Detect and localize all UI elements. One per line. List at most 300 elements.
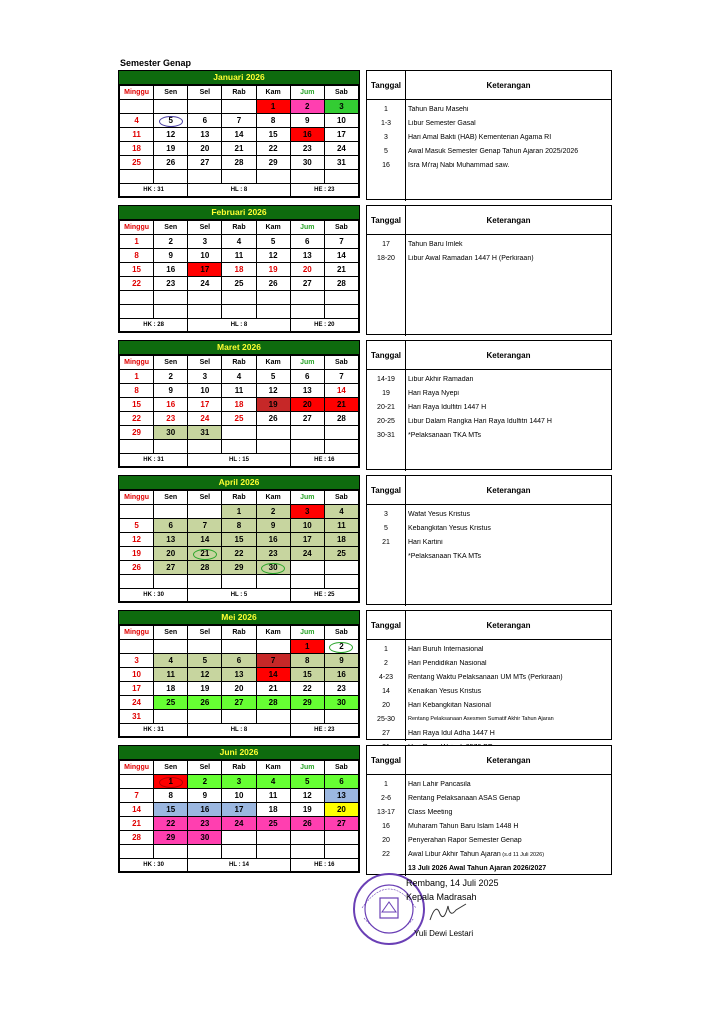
note-row: [367, 521, 611, 535]
note-date: 21: [382, 538, 390, 546]
footer-hl: HL : 15: [188, 454, 290, 467]
note-text: Libur Dalam Rangka Hari Raya Idulfitri 1447 H: [408, 417, 552, 425]
day-cell: 18: [154, 682, 188, 696]
day-cell: [188, 845, 222, 859]
day-cell: 15: [256, 128, 290, 142]
note-text: *Pelaksanaan TKA MTs: [408, 552, 482, 560]
day-cell: 31: [188, 426, 222, 440]
note-row: [367, 400, 611, 414]
day-cell: 28: [222, 156, 256, 170]
note-date: 2: [384, 659, 388, 667]
note-date: 5: [384, 147, 388, 155]
day-cell: 5: [188, 654, 222, 668]
day-cell: [222, 170, 256, 184]
day-cell: 27: [290, 277, 324, 291]
weekday-header: Minggu: [120, 626, 154, 640]
note-date: 16: [382, 822, 390, 830]
day-cell: 9: [256, 519, 290, 533]
footer-he: HE : 23: [290, 724, 358, 737]
day-cell: [154, 170, 188, 184]
day-cell: [290, 845, 324, 859]
day-cell: [324, 845, 358, 859]
note-text: Libur Awal Ramadan 1447 H (Perkiraan): [408, 254, 534, 262]
keterangan-header: Keterangan: [486, 755, 531, 765]
day-cell: 5: [120, 519, 154, 533]
day-circle-marker: 1: [159, 777, 183, 788]
day-cell: 17: [324, 128, 358, 142]
day-cell: [120, 170, 154, 184]
weekday-header: Rab: [222, 221, 256, 235]
day-cell: [324, 170, 358, 184]
calendar-0: [118, 70, 360, 198]
day-cell: 8: [222, 519, 256, 533]
footer-hk: HK : 31: [120, 724, 188, 737]
keterangan-header: Keterangan: [486, 80, 531, 90]
day-cell: 19: [256, 263, 290, 277]
day-cell: [290, 575, 324, 589]
tanggal-header: Tanggal: [367, 746, 406, 774]
note-row: [367, 158, 611, 172]
day-cell: 24: [188, 277, 222, 291]
note-text: *Pelaksanaan TKA MTs: [408, 431, 482, 439]
weekday-header: Sab: [324, 626, 358, 640]
day-cell: [222, 426, 256, 440]
day-cell: 28: [256, 696, 290, 710]
day-cell: 4: [222, 235, 256, 249]
day-cell: 17: [120, 682, 154, 696]
weekday-header: Sen: [154, 86, 188, 100]
month-title: Januari 2026: [119, 71, 359, 85]
day-cell: [188, 440, 222, 454]
day-cell: 6: [324, 775, 358, 789]
day-cell: 20: [290, 263, 324, 277]
day-cell: 22: [290, 682, 324, 696]
note-date: 27: [382, 729, 390, 737]
note-row: [367, 847, 611, 861]
footer-he: HE : 23: [290, 184, 358, 197]
day-cell: 8: [120, 249, 154, 263]
day-cell: 4: [154, 654, 188, 668]
day-cell: [154, 291, 188, 305]
day-cell: 14: [256, 668, 290, 682]
weekday-header: Kam: [256, 626, 290, 640]
day-cell: 22: [120, 412, 154, 426]
weekday-header: Jum: [290, 491, 324, 505]
day-cell: 1: [120, 370, 154, 384]
weekday-header: Minggu: [120, 761, 154, 775]
note-text: Isra Mi'raj Nabi Muhammad saw.: [408, 161, 510, 169]
note-date: 1-3: [380, 119, 392, 127]
note-date: 19: [382, 389, 390, 397]
day-cell: [256, 291, 290, 305]
calendar-1: [118, 205, 360, 333]
day-cell: 30: [324, 696, 358, 710]
weekday-header: Jum: [290, 86, 324, 100]
day-cell: 11: [222, 384, 256, 398]
day-cell: 7: [324, 235, 358, 249]
weekday-header: Minggu: [120, 221, 154, 235]
keterangan-box-1: [366, 205, 612, 335]
day-cell: [120, 505, 154, 519]
day-cell: 28: [188, 561, 222, 575]
day-cell: [222, 845, 256, 859]
day-cell: 28: [324, 412, 358, 426]
keterangan-box-3: [366, 475, 612, 605]
day-cell: [324, 426, 358, 440]
weekday-header: Sel: [188, 761, 222, 775]
day-cell: 20: [290, 398, 324, 412]
day-cell: [290, 291, 324, 305]
day-cell: 2: [154, 370, 188, 384]
weekday-header: Sab: [324, 356, 358, 370]
day-cell: 12: [120, 533, 154, 547]
day-cell: 15: [120, 398, 154, 412]
day-cell: 23: [154, 277, 188, 291]
day-cell: [222, 640, 256, 654]
note-row: [367, 777, 611, 791]
day-cell: 12: [256, 249, 290, 263]
day-cell: 10: [222, 789, 256, 803]
day-cell: 6: [188, 114, 222, 128]
note-row: [367, 549, 611, 563]
day-cell: 12: [154, 128, 188, 142]
note-date: 20-21: [377, 403, 395, 411]
note-text: Hari Kebangkitan Nasional: [408, 701, 491, 709]
day-cell: [256, 710, 290, 724]
note-row: [367, 819, 611, 833]
note-row: [367, 386, 611, 400]
note-row: [367, 805, 611, 819]
day-cell: 2: [290, 100, 324, 114]
day-cell: [154, 710, 188, 724]
day-cell: 27: [324, 817, 358, 831]
footer-he: HE : 20: [290, 319, 358, 332]
day-cell: 6: [222, 654, 256, 668]
day-cell: 15: [120, 263, 154, 277]
note-date: 1: [384, 645, 388, 653]
weekday-header: Rab: [222, 761, 256, 775]
weekday-header: Rab: [222, 356, 256, 370]
note-text: Wafat Yesus Kristus: [408, 510, 470, 518]
weekday-header: Jum: [290, 221, 324, 235]
day-cell: 29: [154, 831, 188, 845]
day-cell: 23: [154, 412, 188, 426]
day-cell: [154, 100, 188, 114]
note-row: [367, 372, 611, 386]
weekday-header: Sel: [188, 221, 222, 235]
weekday-header: Sen: [154, 491, 188, 505]
weekday-header: Sen: [154, 221, 188, 235]
day-cell: 1: [120, 235, 154, 249]
day-cell: 7: [120, 789, 154, 803]
day-cell: [256, 575, 290, 589]
day-circle-marker: 2: [329, 642, 353, 653]
day-cell: 9: [154, 249, 188, 263]
note-text: Tahun Baru Masehi: [408, 105, 469, 113]
day-cell: 10: [324, 114, 358, 128]
day-cell: 13: [154, 533, 188, 547]
footer-he: HE : 25: [290, 589, 358, 602]
note-row: [367, 642, 611, 656]
note-date: 20: [382, 836, 390, 844]
day-cell: 27: [188, 156, 222, 170]
day-cell: [120, 291, 154, 305]
keterangan-header: Keterangan: [486, 215, 531, 225]
day-cell: 16: [154, 263, 188, 277]
day-cell: [324, 291, 358, 305]
note-text: Hari Lahir Pancasila: [408, 780, 471, 788]
note-date: 13-17: [377, 808, 395, 816]
day-cell: 18: [256, 803, 290, 817]
calendar-3: [118, 475, 360, 603]
note-row: [367, 414, 611, 428]
day-cell: 8: [120, 384, 154, 398]
day-cell: [256, 845, 290, 859]
weekday-header: Kam: [256, 491, 290, 505]
day-cell: [324, 831, 358, 845]
note-row: [367, 251, 611, 265]
day-cell: 25: [222, 412, 256, 426]
note-row: [367, 535, 611, 549]
day-cell: [324, 640, 358, 654]
weekday-header: Rab: [222, 491, 256, 505]
note-text: 13 Juli 2026 Awal Tahun Ajaran 2026/2027: [408, 864, 547, 872]
day-cell: [256, 831, 290, 845]
day-cell: 24: [290, 547, 324, 561]
note-date: 3: [384, 133, 388, 141]
handwritten-signature: [428, 900, 468, 924]
day-cell: 21: [222, 142, 256, 156]
day-cell: [188, 305, 222, 319]
weekday-header: Kam: [256, 761, 290, 775]
day-cell: 17: [188, 398, 222, 412]
note-row: [367, 791, 611, 805]
note-text: Libur Akhir Ramadan: [408, 375, 474, 383]
day-cell: 13: [222, 668, 256, 682]
day-cell: 26: [256, 277, 290, 291]
day-cell: [154, 305, 188, 319]
weekday-header: Minggu: [120, 356, 154, 370]
day-cell: [290, 170, 324, 184]
day-cell: 29: [290, 696, 324, 710]
day-cell: 11: [120, 128, 154, 142]
day-cell: 17: [290, 533, 324, 547]
day-cell: [324, 710, 358, 724]
day-cell: 3: [222, 775, 256, 789]
day-cell: 7: [222, 114, 256, 128]
day-cell: [290, 831, 324, 845]
weekday-header: Minggu: [120, 491, 154, 505]
note-text: Tahun Baru Imlek: [408, 240, 463, 248]
keterangan-box-5: [366, 745, 612, 875]
month-title: Mei 2026: [119, 611, 359, 625]
weekday-header: Rab: [222, 86, 256, 100]
note-date: 2-6: [380, 794, 392, 802]
day-cell: 13: [290, 384, 324, 398]
day-cell: 11: [324, 519, 358, 533]
day-cell: 15: [222, 533, 256, 547]
day-cell: 11: [154, 668, 188, 682]
day-cell: 18: [222, 398, 256, 412]
day-cell: 6: [154, 519, 188, 533]
note-date: 18-20: [377, 254, 395, 262]
note-row: [367, 102, 611, 116]
day-cell: [120, 575, 154, 589]
day-cell: 12: [188, 668, 222, 682]
day-cell: 22: [154, 817, 188, 831]
tanggal-header: Tanggal: [367, 476, 406, 504]
day-cell: 21: [256, 682, 290, 696]
day-cell: 25: [120, 156, 154, 170]
note-text: Hari Raya Idul Adha 1447 H: [408, 729, 495, 737]
day-cell: [256, 440, 290, 454]
note-date: 1: [384, 105, 388, 113]
day-cell: 24: [120, 696, 154, 710]
day-cell: 27: [154, 561, 188, 575]
weekday-header: Jum: [290, 626, 324, 640]
month-title: April 2026: [119, 476, 359, 490]
day-cell: 19: [256, 398, 290, 412]
keterangan-header: Keterangan: [486, 350, 531, 360]
day-cell: 11: [256, 789, 290, 803]
day-cell: 10: [290, 519, 324, 533]
day-cell: [222, 305, 256, 319]
tanggal-header: Tanggal: [367, 611, 406, 639]
note-text: Rentang Pelaksanaan Asesmen Sumatif Akhir Tahun Ajaran: [408, 716, 554, 722]
weekday-header: Sen: [154, 356, 188, 370]
day-cell: 24: [324, 142, 358, 156]
note-suffix: (s.d 11 Juli 2026): [500, 851, 545, 858]
weekday-header: Sel: [188, 356, 222, 370]
semester-title: Semester Genap: [120, 58, 192, 68]
keterangan-header: Keterangan: [486, 620, 531, 630]
note-date: 5: [384, 524, 388, 532]
day-cell: 10: [188, 249, 222, 263]
day-cell: 2: [256, 505, 290, 519]
day-cell: [188, 575, 222, 589]
day-cell: [120, 440, 154, 454]
day-cell: 5: [256, 370, 290, 384]
day-cell: [120, 775, 154, 789]
day-cell: 16: [256, 533, 290, 547]
footer-hl: HL : 5: [188, 589, 290, 602]
note-text: Muharam Tahun Baru Islam 1448 H: [408, 822, 519, 830]
day-cell: 25: [324, 547, 358, 561]
weekday-header: Sab: [324, 491, 358, 505]
note-text: Hari Buruh Internasional: [408, 645, 484, 653]
note-row: [367, 833, 611, 847]
note-row: [367, 726, 611, 740]
day-cell: [222, 831, 256, 845]
keterangan-box-0: [366, 70, 612, 200]
note-date: 30-31: [377, 431, 395, 439]
day-cell: [324, 575, 358, 589]
keterangan-header: Keterangan: [486, 485, 531, 495]
day-cell: [222, 100, 256, 114]
footer-hk: HK : 30: [120, 589, 188, 602]
footer-he: HE : 16: [290, 859, 358, 872]
weekday-header: Sab: [324, 221, 358, 235]
day-cell: 16: [324, 668, 358, 682]
day-cell: [290, 561, 324, 575]
day-cell: [154, 440, 188, 454]
day-cell: [154, 845, 188, 859]
tanggal-header: Tanggal: [367, 206, 406, 234]
day-cell: 13: [290, 249, 324, 263]
day-cell: 12: [256, 384, 290, 398]
day-cell: [290, 426, 324, 440]
day-cell: 7: [256, 654, 290, 668]
day-cell: 14: [222, 128, 256, 142]
day-cell: 26: [290, 817, 324, 831]
day-cell: 9: [188, 789, 222, 803]
day-cell: 21: [324, 263, 358, 277]
note-date: 14-19: [377, 375, 395, 383]
day-cell: 9: [154, 384, 188, 398]
day-cell: 15: [290, 668, 324, 682]
day-cell: 8: [154, 789, 188, 803]
day-cell: 17: [188, 263, 222, 277]
note-row: [367, 656, 611, 670]
day-cell: [188, 710, 222, 724]
day-cell: 22: [256, 142, 290, 156]
day-cell: [290, 440, 324, 454]
day-cell: 1: [256, 100, 290, 114]
day-cell: [256, 640, 290, 654]
day-cell: 30: [154, 426, 188, 440]
day-cell: 14: [324, 249, 358, 263]
day-cell: 18: [324, 533, 358, 547]
day-cell: 3: [120, 654, 154, 668]
day-cell: 15: [154, 803, 188, 817]
day-cell: 9: [324, 654, 358, 668]
day-cell: 19: [120, 547, 154, 561]
note-text: Kebangkitan Yesus Kristus: [408, 524, 491, 532]
footer-hk: HK : 31: [120, 454, 188, 467]
day-cell: 31: [324, 156, 358, 170]
day-cell: 28: [324, 277, 358, 291]
day-cell: 26: [256, 412, 290, 426]
note-text: Kenaikan Yesus Kristus: [408, 687, 482, 695]
day-cell: 4: [120, 114, 154, 128]
footer-hl: HL : 8: [188, 319, 290, 332]
signature-name: Yuli Dewi Lestari: [414, 929, 474, 938]
weekday-header: Jum: [290, 356, 324, 370]
day-cell: 14: [120, 803, 154, 817]
day-cell: 20: [154, 547, 188, 561]
note-text: Hari Raya Idulfitri 1447 H: [408, 403, 487, 411]
footer-he: HE : 16: [290, 454, 358, 467]
day-cell: 7: [188, 519, 222, 533]
day-cell: [324, 440, 358, 454]
day-cell: 19: [188, 682, 222, 696]
calendar-4: [118, 610, 360, 738]
note-date: 20-25: [377, 417, 395, 425]
day-cell: [222, 440, 256, 454]
day-cell: [154, 775, 188, 789]
day-cell: 2: [154, 235, 188, 249]
day-cell: 30: [290, 156, 324, 170]
day-cell: 9: [290, 114, 324, 128]
day-cell: 3: [324, 100, 358, 114]
day-circle-marker: 30: [261, 563, 285, 574]
note-date: 22: [382, 850, 390, 858]
note-row: [367, 130, 611, 144]
day-cell: 4: [256, 775, 290, 789]
day-cell: [188, 100, 222, 114]
day-cell: 5: [256, 235, 290, 249]
day-cell: [154, 575, 188, 589]
